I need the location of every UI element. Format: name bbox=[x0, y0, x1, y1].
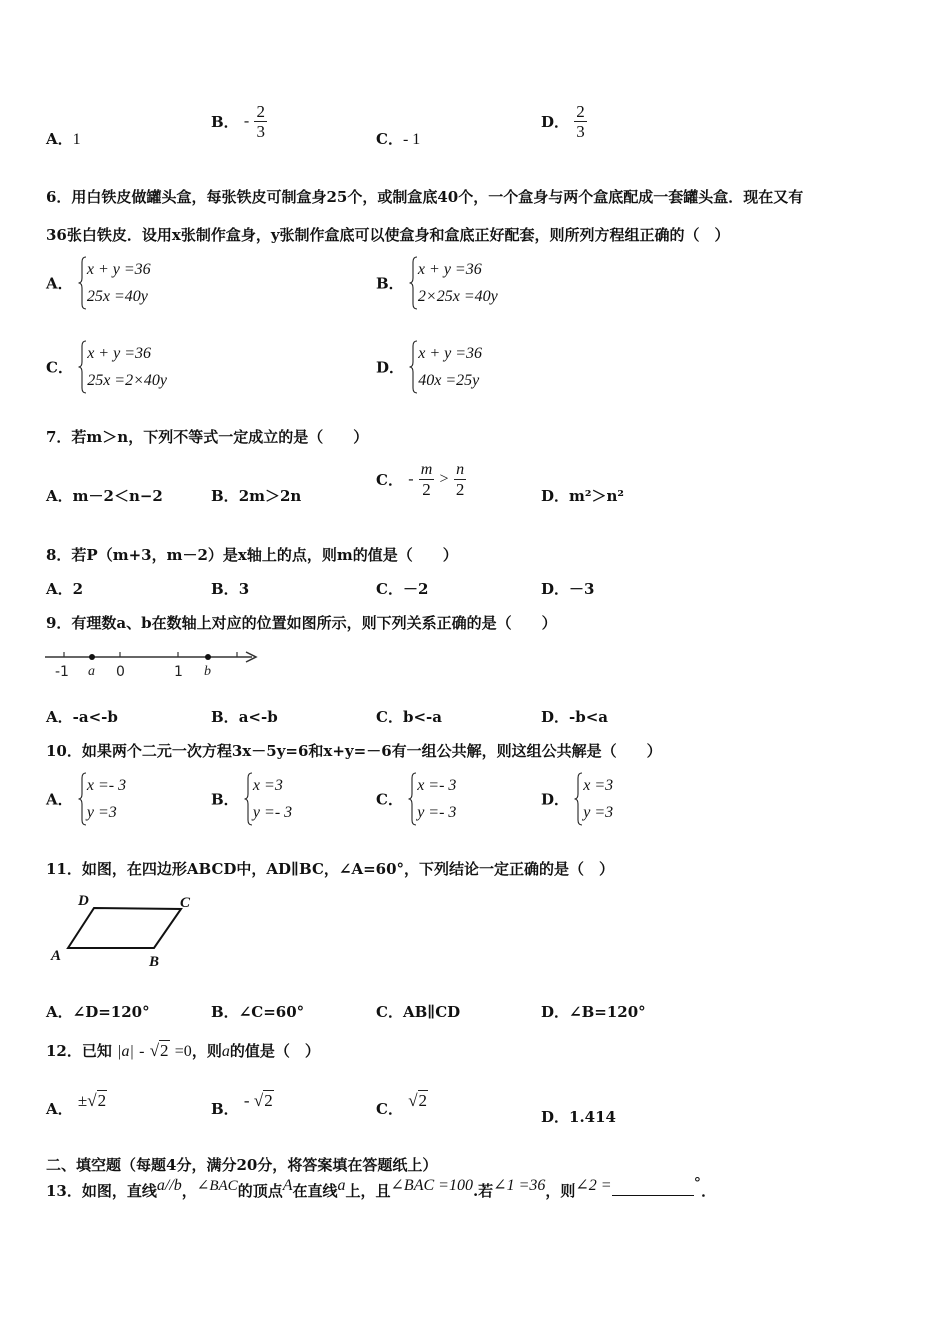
vertex-label-c: C bbox=[180, 895, 191, 911]
minus-sign: - bbox=[408, 470, 414, 488]
option-value: - √2 bbox=[243, 1091, 273, 1110]
q11-option-b bbox=[211, 1001, 304, 1022]
q9-stem: 9．有理数a、b在数轴上对应的位置如图所示，则下列关系正确的是（ ） bbox=[46, 614, 557, 632]
point-label-b: b bbox=[204, 664, 211, 679]
option-value: ∠B=120° bbox=[569, 1003, 646, 1021]
q10-option-b bbox=[211, 772, 292, 826]
brace-icon bbox=[409, 340, 418, 394]
q6-stem-line2: 36张白铁皮．设用x张制作盒身，y张制作盒底可以使盒身和盒底正好配套，则所列方程组正确的（ ） bbox=[46, 226, 730, 244]
q5-option-a bbox=[46, 128, 81, 149]
vertex-label-a: A bbox=[51, 948, 62, 964]
math-expression: ∠1 =36 bbox=[493, 1177, 546, 1194]
q7-stem: 7．若m＞n，下列不等式一定成立的是（ ） bbox=[46, 428, 369, 446]
answer-blank[interactable] bbox=[612, 1195, 694, 1196]
option-label: D． bbox=[541, 1003, 570, 1021]
point-label-a: a bbox=[88, 664, 95, 679]
q5-option-c bbox=[376, 128, 420, 149]
brace-icon bbox=[574, 772, 583, 826]
option-label: B． bbox=[376, 274, 404, 293]
fraction: $\frac{m}{2}$ bbox=[420, 461, 433, 499]
option-value: m－2＜n−2 bbox=[72, 487, 163, 505]
equation-system: x =- 3 y =3 bbox=[78, 772, 126, 826]
option-value: -a<-b bbox=[72, 708, 118, 726]
q9-option-c bbox=[376, 706, 442, 727]
option-value: a<-b bbox=[238, 708, 278, 726]
q7-option-d bbox=[541, 485, 624, 506]
vertex-label-d: D bbox=[78, 893, 89, 909]
q6-stem-line1: 6．用白铁皮做罐头盒，每张铁皮可制盒身25个，或制盒底40个，一个盒身与两个盒底配成一套罐头盒．现在又有 bbox=[46, 188, 804, 206]
option-label: C． bbox=[376, 1100, 403, 1118]
vertex-label-b: B bbox=[149, 954, 160, 970]
math-expression: a bbox=[337, 1177, 346, 1194]
math-expression: a//b bbox=[156, 1177, 182, 1194]
option-value: 2 bbox=[72, 580, 84, 598]
math-expression: ∠BAC =100 bbox=[390, 1177, 473, 1194]
abs-expression: |a| bbox=[117, 1043, 134, 1060]
q10-option-a bbox=[46, 772, 126, 826]
q5-option-b bbox=[211, 102, 267, 141]
q7-option-a bbox=[46, 485, 163, 506]
q9-option-b bbox=[211, 706, 278, 727]
equation-system: x + y =36 25x =40y bbox=[78, 256, 151, 310]
stem-text: ，则 bbox=[545, 1182, 576, 1200]
option-label: C． bbox=[376, 1003, 403, 1021]
option-label: C． bbox=[46, 358, 73, 377]
minus-sign: - bbox=[139, 1043, 145, 1060]
math-expression: ∠BAC bbox=[196, 1178, 238, 1194]
option-value: －2 bbox=[402, 580, 429, 598]
option-value: 1 bbox=[72, 131, 81, 148]
option-label: A． bbox=[46, 274, 73, 293]
brace-icon bbox=[244, 772, 253, 826]
q6-option-c bbox=[46, 340, 167, 394]
option-label: A． bbox=[46, 708, 73, 726]
option-label: D． bbox=[541, 790, 570, 809]
equation-system: x + y =36 25x =2×40y bbox=[78, 340, 167, 394]
point-b bbox=[205, 654, 211, 660]
degree-sign: ° bbox=[693, 1174, 702, 1192]
equation-system: x =3 y =3 bbox=[574, 772, 613, 826]
option-label: D． bbox=[541, 708, 570, 726]
stem-text: 上，且 bbox=[345, 1182, 391, 1200]
q5-option-d bbox=[541, 102, 587, 141]
option-value: 1.414 bbox=[569, 1108, 616, 1126]
q10-option-d bbox=[541, 772, 613, 826]
option-label: B． bbox=[211, 1100, 239, 1118]
stem-text: .若 bbox=[472, 1182, 494, 1200]
quadrilateral-figure bbox=[44, 886, 204, 972]
q6-option-a bbox=[46, 256, 151, 310]
option-label: B． bbox=[211, 1003, 239, 1021]
math-expression: A bbox=[282, 1177, 293, 1194]
number-line bbox=[42, 645, 262, 681]
option-label: B． bbox=[211, 580, 239, 598]
q12-option-a bbox=[46, 1091, 107, 1119]
tick-label: -1 bbox=[55, 664, 69, 680]
q11-stem: 11．如图，在四边形ABCD中，AD∥BC，∠A=60°，下列结论一定正确的是（ ） bbox=[46, 860, 615, 878]
option-value: ±√2 bbox=[77, 1091, 107, 1110]
option-label: A． bbox=[46, 790, 73, 809]
q11-option-a bbox=[46, 1001, 150, 1022]
q9-option-a bbox=[46, 706, 118, 727]
equation-system: x =3 y =- 3 bbox=[244, 772, 292, 826]
fraction: $\frac{2}{3}$ bbox=[576, 102, 585, 141]
stem-text: 的值是（ ） bbox=[229, 1042, 320, 1060]
q12-option-b bbox=[211, 1091, 274, 1119]
option-value: －3 bbox=[569, 580, 595, 598]
option-label: C． bbox=[376, 471, 403, 489]
option-value: m²＞n² bbox=[569, 487, 624, 505]
equation-system: x + y =36 40x =25y bbox=[409, 340, 482, 394]
q8-option-d bbox=[541, 578, 594, 599]
variable-a: a bbox=[221, 1043, 230, 1060]
option-label: A． bbox=[46, 580, 73, 598]
option-value: √2 bbox=[408, 1091, 428, 1110]
stem-text: 的顶点 bbox=[237, 1182, 283, 1200]
option-value: 3 bbox=[238, 580, 250, 598]
stem-text: ． bbox=[701, 1182, 717, 1200]
equation-system: x + y =36 2×25x =40y bbox=[409, 256, 498, 310]
option-label: B． bbox=[211, 113, 239, 131]
stem-text: ，则 bbox=[191, 1042, 222, 1060]
greater-sign: > bbox=[439, 470, 449, 488]
equation-system: x =- 3 y =- 3 bbox=[408, 772, 456, 826]
point-a bbox=[89, 654, 95, 660]
q9-option-d bbox=[541, 706, 608, 727]
q7-option-c bbox=[376, 460, 466, 499]
q6-option-d bbox=[376, 340, 482, 394]
option-value: - 1 bbox=[402, 131, 421, 148]
option-label: B． bbox=[211, 790, 239, 809]
q12-option-d bbox=[541, 1106, 616, 1127]
q8-option-a bbox=[46, 578, 83, 599]
q8-option-b bbox=[211, 578, 249, 599]
equals-zero: =0 bbox=[174, 1043, 192, 1060]
math-expression: ∠2 = bbox=[575, 1177, 612, 1194]
minus-sign: - bbox=[243, 112, 250, 130]
brace-icon bbox=[409, 256, 418, 310]
option-label: D． bbox=[541, 580, 570, 598]
option-label: A． bbox=[46, 130, 73, 148]
option-value: 2m＞2n bbox=[238, 487, 302, 505]
fraction: $\frac{2}{3}$ bbox=[256, 102, 265, 141]
sqrt-expression: √2 bbox=[149, 1041, 169, 1060]
q13-stem bbox=[46, 1174, 717, 1201]
stem-text: 12．已知 bbox=[46, 1042, 112, 1060]
option-label: D． bbox=[541, 1108, 570, 1126]
fraction: $\frac{n}{2}$ bbox=[455, 461, 465, 499]
option-label: C． bbox=[376, 790, 403, 809]
q7-option-b bbox=[211, 485, 301, 506]
q10-option-c bbox=[376, 772, 456, 826]
stem-text: 在直线 bbox=[292, 1182, 338, 1200]
brace-icon bbox=[408, 772, 417, 826]
option-label: A． bbox=[46, 1100, 73, 1118]
tick-label: 0 bbox=[116, 664, 125, 680]
option-value: ∠D=120° bbox=[72, 1003, 150, 1021]
option-value: ∠C=60° bbox=[238, 1003, 305, 1021]
option-label: C． bbox=[376, 708, 403, 726]
option-label: C． bbox=[376, 130, 403, 148]
q11-option-c bbox=[376, 1001, 460, 1022]
option-label: A． bbox=[46, 487, 73, 505]
option-label: D． bbox=[376, 358, 405, 377]
option-label: C． bbox=[376, 580, 403, 598]
stem-text: ， bbox=[181, 1182, 197, 1200]
tick-label: 1 bbox=[174, 664, 183, 680]
q12-stem bbox=[46, 1040, 320, 1061]
q11-option-d bbox=[541, 1001, 646, 1022]
q12-option-c bbox=[376, 1091, 428, 1119]
q10-stem: 10．如果两个二元一次方程3x－5y=6和x+y=－6有一组公共解，则这组公共解是（ ） bbox=[46, 742, 662, 760]
option-label: D． bbox=[541, 113, 570, 131]
option-label: B． bbox=[211, 708, 239, 726]
stem-text: 13．如图，直线 bbox=[46, 1182, 157, 1200]
q8-option-c bbox=[376, 578, 428, 599]
option-value: AB∥CD bbox=[402, 1003, 461, 1021]
q8-stem: 8．若P（m+3，m－2）是x轴上的点，则m的值是（ ） bbox=[46, 546, 458, 564]
option-value: b<-a bbox=[402, 708, 442, 726]
q6-option-b bbox=[376, 256, 498, 310]
brace-icon bbox=[78, 340, 87, 394]
brace-icon bbox=[78, 256, 87, 310]
brace-icon bbox=[78, 772, 87, 826]
section-title: 二、填空题（每题4分，满分20分，将答案填在答题纸上） bbox=[46, 1156, 438, 1174]
option-value: -b<a bbox=[569, 708, 609, 726]
option-label: D． bbox=[541, 487, 570, 505]
option-label: B． bbox=[211, 487, 239, 505]
option-label: A． bbox=[46, 1003, 73, 1021]
quadrilateral-abcd bbox=[68, 908, 181, 948]
